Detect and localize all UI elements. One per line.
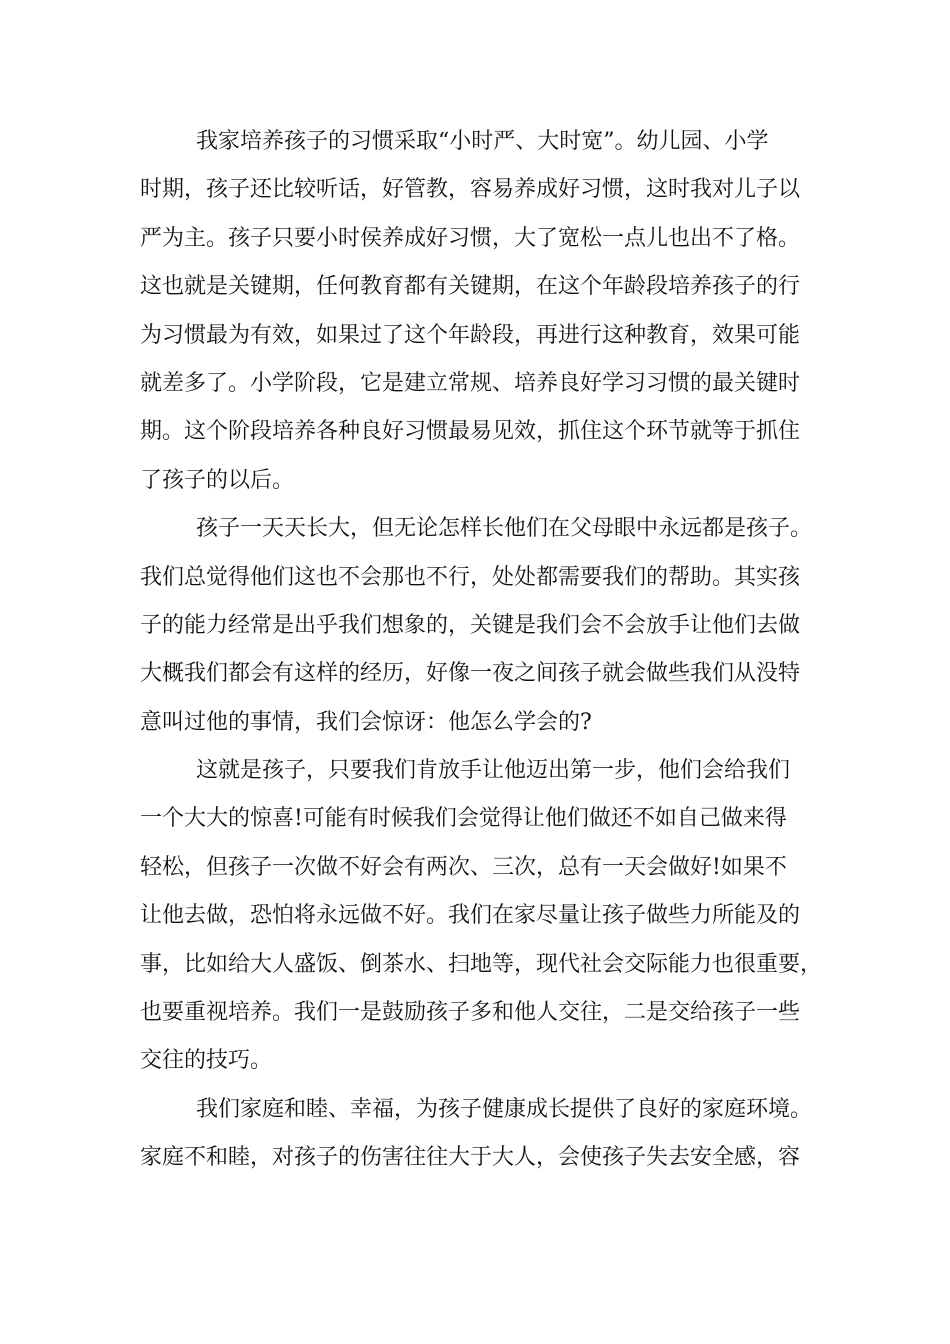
paragraph-line: 我们家庭和睦、幸福，为孩子健康成长提供了良好的家庭环境。 — [196, 1096, 813, 1122]
paragraph-line: 意叫过他的事情，我们会惊讶：他怎么学会的? — [140, 709, 592, 735]
paragraph-line: 时期，孩子还比较听话，好管教，容易养成好习惯，这时我对儿子以 — [140, 177, 801, 203]
paragraph-line: 为习惯最为有效，如果过了这个年龄段，再进行这种教育，效果可能 — [140, 322, 801, 348]
body-text — [140, 118, 823, 1183]
paragraph-3 — [140, 747, 823, 1086]
paragraph-line: 家庭不和睦，对孩子的伤害往往大于大人，会使孩子失去安全感，容 — [140, 1145, 801, 1171]
paragraph-line: 一个大大的惊喜!可能有时候我们会觉得让他们做还不如自己做来得 — [140, 806, 787, 832]
paragraph-line: 也要重视培养。我们一是鼓励孩子多和他人交往，二是交给孩子一些 — [140, 1000, 801, 1026]
paragraph-line: 我们总觉得他们这也不会那也不行，处处都需要我们的帮助。其实孩 — [140, 564, 801, 590]
paragraph-line: 严为主。孩子只要小时侯养成好习惯，大了宽松一点儿也出不了格。 — [140, 225, 801, 251]
paragraph-line: 让他去做，恐怕将永远做不好。我们在家尽量让孩子做些力所能及的 — [140, 903, 801, 929]
paragraph-4 — [140, 1086, 820, 1183]
paragraph-line: 交往的技巧。 — [140, 1048, 273, 1074]
paragraph-line: 孩子一天天长大，但无论怎样长他们在父母眼中永远都是孩子。 — [196, 516, 813, 542]
paragraph-line: 就差多了。小学阶段，它是建立常规、培养良好学习习惯的最关键时 — [140, 370, 801, 396]
paragraph-2 — [140, 505, 820, 747]
paragraph-line: 我家培养孩子的习惯采取“小时严、大时宽”。幼儿园、小学 — [196, 129, 769, 154]
paragraph-line: 子的能力经常是出乎我们想象的，关键是我们会不会放手让他们去做 — [140, 612, 801, 638]
paragraph-line: 期。这个阶段培养各种良好习惯最易见效，抓住这个环节就等于抓住 — [140, 419, 801, 445]
paragraph-line: 这就是孩子，只要我们肯放手让他迈出第一步，他们会给我们 — [196, 758, 791, 784]
paragraph-line: 了孩子的以后。 — [140, 467, 295, 493]
paragraph-line: 大概我们都会有这样的经历，好像一夜之间孩子就会做些我们从没特 — [140, 661, 801, 687]
paragraph-line: 轻松，但孩子一次做不好会有两次、三次，总有一天会做好!如果不 — [140, 854, 787, 880]
paragraph-line: 事，比如给大人盛饭、倒茶水、扫地等，现代社会交际能力也很重要， — [140, 951, 823, 977]
paragraph-line: 这也就是关键期，任何教育都有关键期，在这个年龄段培养孩子的行 — [140, 274, 801, 300]
paragraph-1 — [140, 118, 820, 505]
